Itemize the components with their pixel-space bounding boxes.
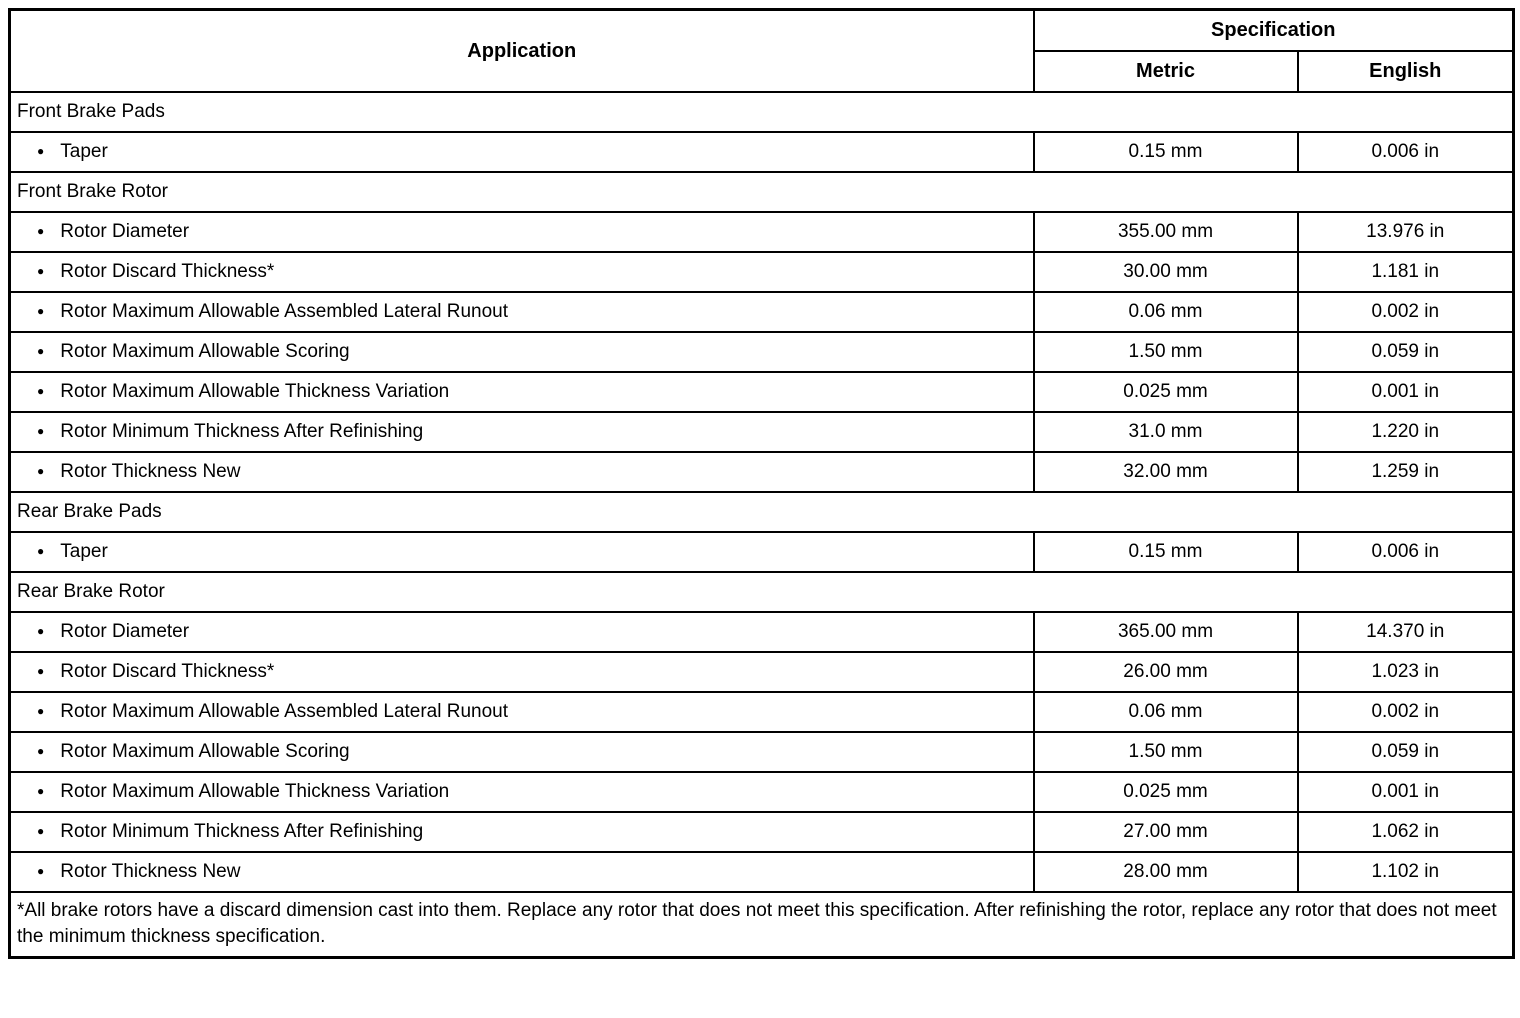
bullet-icon: ● (37, 144, 45, 158)
section-row (10, 172, 1514, 212)
english-value-cell: 1.102 in (1298, 852, 1514, 892)
section-row (10, 572, 1514, 612)
metric-value-cell: 32.00 mm (1034, 452, 1298, 492)
column-header-specification: Specification (1034, 10, 1514, 52)
spec-row (10, 852, 1514, 892)
application-cell (10, 412, 1034, 452)
spec-row (10, 772, 1514, 812)
section-label: Front Brake Rotor (10, 172, 1514, 212)
application-cell (10, 812, 1034, 852)
bullet-icon: ● (37, 784, 45, 798)
english-value-cell: 1.062 in (1298, 812, 1514, 852)
metric-value-cell: 0.06 mm (1034, 692, 1298, 732)
footnote-row (10, 892, 1514, 958)
metric-value-cell: 0.06 mm (1034, 292, 1298, 332)
column-header-application: Application (10, 10, 1034, 93)
application-cell (10, 732, 1034, 772)
application-cell (10, 452, 1034, 492)
spec-row (10, 692, 1514, 732)
metric-value-cell: 0.15 mm (1034, 132, 1298, 172)
application-label: Taper (60, 141, 108, 162)
english-value-cell: 0.001 in (1298, 372, 1514, 412)
application-label: Rotor Discard Thickness* (60, 261, 275, 282)
application-cell (10, 612, 1034, 652)
bullet-icon: ● (37, 224, 45, 238)
metric-value-cell: 0.025 mm (1034, 372, 1298, 412)
metric-value-cell: 28.00 mm (1034, 852, 1298, 892)
spec-row (10, 252, 1514, 292)
column-header-metric: Metric (1034, 51, 1298, 92)
metric-value-cell: 1.50 mm (1034, 732, 1298, 772)
application-label: Rotor Maximum Allowable Thickness Variation (60, 781, 450, 802)
metric-value-cell: 27.00 mm (1034, 812, 1298, 852)
english-value-cell: 1.220 in (1298, 412, 1514, 452)
spec-row (10, 332, 1514, 372)
spec-table (8, 8, 1515, 959)
spec-row (10, 732, 1514, 772)
english-value-cell: 0.006 in (1298, 132, 1514, 172)
bullet-icon: ● (37, 824, 45, 838)
application-label: Rotor Maximum Allowable Assembled Lateral Runout (60, 701, 509, 722)
bullet-icon: ● (37, 664, 45, 678)
spec-table-header (10, 10, 1514, 93)
application-cell (10, 692, 1034, 732)
english-value-cell: 0.006 in (1298, 532, 1514, 572)
section-row (10, 92, 1514, 132)
english-value-cell: 0.002 in (1298, 292, 1514, 332)
english-value-cell: 14.370 in (1298, 612, 1514, 652)
application-label: Rotor Maximum Allowable Scoring (60, 741, 350, 762)
application-cell (10, 132, 1034, 172)
application-cell (10, 332, 1034, 372)
section-row (10, 492, 1514, 532)
section-label: Rear Brake Pads (10, 492, 1514, 532)
metric-value-cell: 26.00 mm (1034, 652, 1298, 692)
application-label: Rotor Minimum Thickness After Refinishing (60, 421, 424, 442)
spec-row (10, 532, 1514, 572)
spec-row (10, 652, 1514, 692)
bullet-icon: ● (37, 744, 45, 758)
application-label: Rotor Thickness New (60, 461, 241, 482)
application-cell (10, 852, 1034, 892)
spec-row (10, 372, 1514, 412)
spec-row (10, 812, 1514, 852)
metric-value-cell: 0.025 mm (1034, 772, 1298, 812)
application-label: Taper (60, 541, 108, 562)
metric-value-cell: 355.00 mm (1034, 212, 1298, 252)
bullet-icon: ● (37, 464, 45, 478)
bullet-icon: ● (37, 864, 45, 878)
application-label: Rotor Maximum Allowable Assembled Lateral Runout (60, 301, 509, 322)
metric-value-cell: 0.15 mm (1034, 532, 1298, 572)
application-label: Rotor Maximum Allowable Thickness Variation (60, 381, 450, 402)
bullet-icon: ● (37, 424, 45, 438)
english-value-cell: 1.181 in (1298, 252, 1514, 292)
bullet-icon: ● (37, 624, 45, 638)
english-value-cell: 0.059 in (1298, 332, 1514, 372)
application-cell (10, 772, 1034, 812)
application-label: Rotor Diameter (60, 621, 190, 642)
bullet-icon: ● (37, 384, 45, 398)
spec-row (10, 412, 1514, 452)
section-label: Front Brake Pads (10, 92, 1514, 132)
application-label: Rotor Minimum Thickness After Refinishing (60, 821, 424, 842)
bullet-icon: ● (37, 264, 45, 278)
spec-row (10, 292, 1514, 332)
bullet-icon: ● (37, 704, 45, 718)
english-value-cell: 0.059 in (1298, 732, 1514, 772)
application-cell (10, 372, 1034, 412)
bullet-icon: ● (37, 304, 45, 318)
application-cell (10, 532, 1034, 572)
section-label: Rear Brake Rotor (10, 572, 1514, 612)
spec-table-body (10, 92, 1514, 958)
metric-value-cell: 365.00 mm (1034, 612, 1298, 652)
application-label: Rotor Diameter (60, 221, 190, 242)
application-cell (10, 292, 1034, 332)
english-value-cell: 13.976 in (1298, 212, 1514, 252)
header-row-top (10, 10, 1514, 52)
application-cell (10, 252, 1034, 292)
footnote: *All brake rotors have a discard dimension cast into them. Replace any rotor that does not meet this specification. After refinishing the rotor, replace any rotor that does not meet the minimum thickness specification. (10, 892, 1514, 958)
spec-row (10, 612, 1514, 652)
metric-value-cell: 31.0 mm (1034, 412, 1298, 452)
application-label: Rotor Maximum Allowable Scoring (60, 341, 350, 362)
english-value-cell: 0.002 in (1298, 692, 1514, 732)
metric-value-cell: 30.00 mm (1034, 252, 1298, 292)
application-label: Rotor Thickness New (60, 861, 241, 882)
english-value-cell: 0.001 in (1298, 772, 1514, 812)
english-value-cell: 1.023 in (1298, 652, 1514, 692)
english-value-cell: 1.259 in (1298, 452, 1514, 492)
application-label: Rotor Discard Thickness* (60, 661, 275, 682)
application-cell (10, 652, 1034, 692)
metric-value-cell: 1.50 mm (1034, 332, 1298, 372)
spec-row (10, 132, 1514, 172)
bullet-icon: ● (37, 544, 45, 558)
column-header-english: English (1298, 51, 1514, 92)
spec-row (10, 452, 1514, 492)
bullet-icon: ● (37, 344, 45, 358)
spec-row (10, 212, 1514, 252)
application-cell (10, 212, 1034, 252)
